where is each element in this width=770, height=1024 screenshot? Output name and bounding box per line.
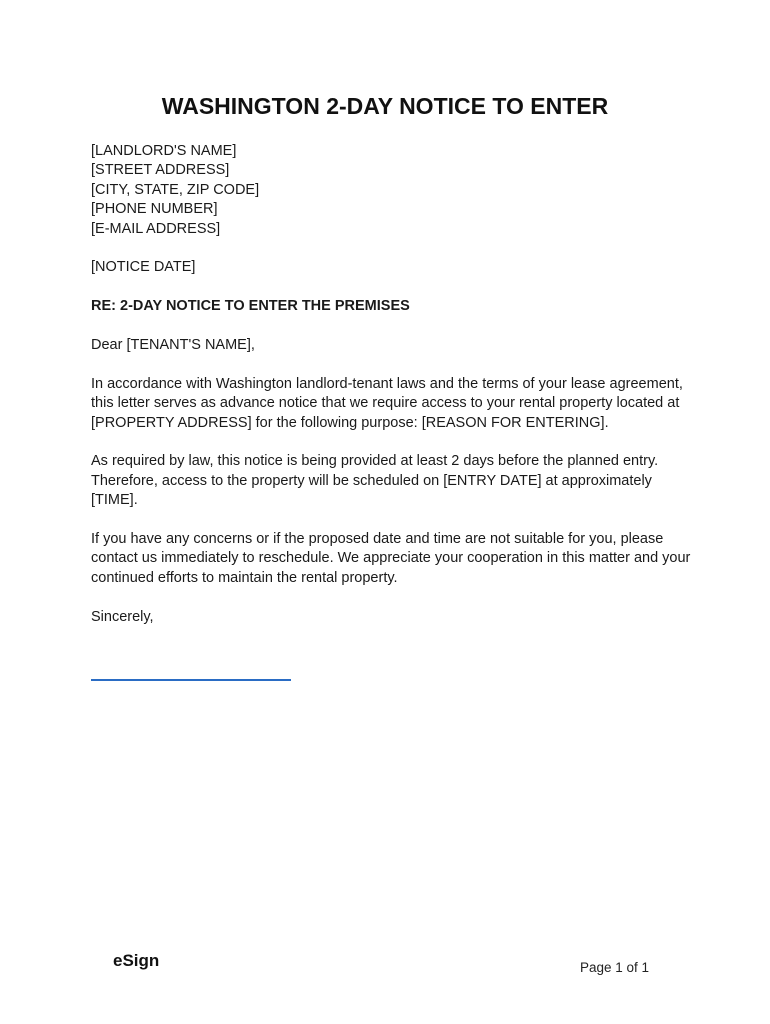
notice-date: [NOTICE DATE] — [91, 259, 196, 276]
paragraph-purpose: In accordance with Washington landlord-tenant laws and the terms of your lease agreement, this letter serves as advance notice that we require access to your rental property located at [PROPERTY ADDRESS] for the following purpose: [REASON FOR ENTERING]. — [91, 375, 683, 431]
closing: Sincerely, — [91, 608, 154, 625]
paragraph-contact: If you have any concerns or if the proposed date and time are not suitable for you, please contact us immediately to reschedule. We appreciate your cooperation in this matter and your continued efforts to maintain the rental property. — [91, 531, 691, 586]
subject-line: RE: 2-DAY NOTICE TO ENTER THE PREMISES — [91, 298, 410, 315]
city-state-zip: [CITY, STATE, ZIP CODE] — [91, 181, 260, 198]
email-address: [E-MAIL ADDRESS] — [91, 220, 221, 237]
paragraph-schedule: As required by law, this notice is being provided at least 2 days before the planned entry. Therefore, access to the property will be scheduled on [ENTRY DATE] at approximately [TIME]. — [91, 453, 659, 509]
letter-body — [91, 142, 691, 627]
sender-address-block — [91, 142, 691, 239]
page-number: Page 1 of 1 — [580, 960, 650, 975]
salutation: Dear [TENANT'S NAME], — [91, 337, 255, 354]
landlord-name: [LANDLORD'S NAME] — [91, 143, 237, 159]
esign-logo: eSign — [113, 951, 160, 970]
phone-number: [PHONE NUMBER] — [91, 201, 218, 218]
street-address: [STREET ADDRESS] — [91, 162, 230, 179]
document-title: WASHINGTON 2-DAY NOTICE TO ENTER — [161, 93, 609, 119]
signature-line[interactable] — [91, 679, 291, 681]
